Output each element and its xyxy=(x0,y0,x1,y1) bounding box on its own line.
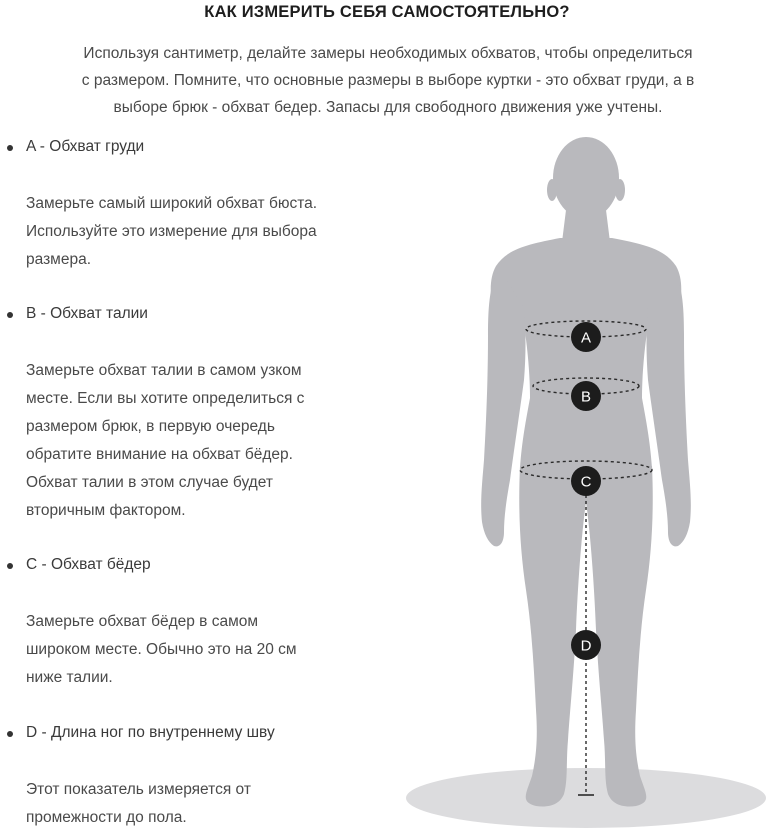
svg-text:C: C xyxy=(580,473,592,491)
page-title: КАК ИЗМЕРИТЬ СЕБЯ САМОСТОЯТЕЛЬНО? xyxy=(204,3,570,21)
marker-c xyxy=(571,466,601,496)
human-silhouette-illustration xyxy=(400,130,774,836)
marker-d xyxy=(571,630,601,660)
svg-text:A: A xyxy=(580,329,592,347)
body-measurement-figure xyxy=(400,130,774,836)
measurement-d-description: Этот показатель измеряется от промежности до пола. xyxy=(26,781,251,826)
svg-text:D: D xyxy=(580,637,592,655)
marker-b xyxy=(571,381,601,411)
measurement-b-description: Замерьте обхват талии в самом узком месте. Если вы хотите определиться с размером брюк, в первую очередь обратите внимание на обхват бёдер. Обхват талии в этом случае будет вторичным фактором. xyxy=(26,362,305,519)
svg-text:B: B xyxy=(580,388,592,406)
marker-a xyxy=(571,322,601,352)
intro-line: Используя сантиметр, делайте замеры необходимых обхватов, чтобы определиться xyxy=(83,45,693,62)
bullet-icon xyxy=(7,563,13,569)
measurement-d-heading: D - Длина ног по внутреннему шву xyxy=(26,724,275,741)
bullet-icon xyxy=(7,312,13,318)
bullet-icon xyxy=(7,731,13,737)
measurement-c-heading: C - Обхват бёдер xyxy=(26,556,151,573)
measurement-a-heading: A - Обхват груди xyxy=(26,138,145,155)
intro-paragraph xyxy=(8,40,768,121)
bullet-icon xyxy=(7,145,13,151)
intro-line: с размером. Помните, что основные размеры в выборе куртки - это обхват груди, а в xyxy=(81,72,695,89)
measurement-a-description: Замерьте самый широкий обхват бюста. Используйте это измерение для выбора размера. xyxy=(26,195,318,268)
measurement-b-heading: B - Обхват талии xyxy=(26,305,148,322)
measurement-c-description: Замерьте обхват бёдер в самом широком месте. Обычно это на 20 см ниже талии. xyxy=(26,613,297,686)
intro-line: выборе брюк - обхват бедер. Запасы для свободного движения уже учтены. xyxy=(113,99,663,116)
